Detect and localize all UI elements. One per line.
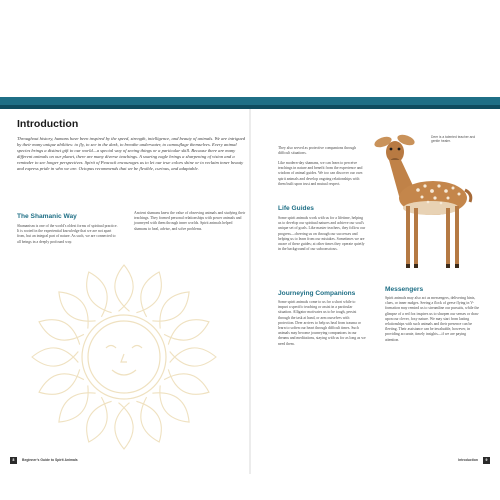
header-band — [0, 97, 500, 105]
deer-photo — [373, 128, 478, 278]
journeying-text: Some spirit animals come to us for a short while to impart a specific teaching or assist in a particular situation. Alligator motivates us to be tough, persist through the task at hand, or arm ourselves with protection. Deer arrives to help us heal from trauma or learn to soften our heart through difficult times. Such animals may become journeying companions in our dreams and meditations, staying with us for as long as we need them. — [278, 300, 366, 346]
sun-ray — [164, 369, 209, 394]
sun-ray — [115, 265, 133, 311]
sun-ray — [32, 348, 78, 366]
photo-caption: Deer is a talented teacher and gentle healer. — [431, 135, 476, 144]
page-number-right: 9 — [483, 457, 490, 464]
right-para-2: Like modern-day shamans, we can learn to perceive teachings in nature and benefit from the experience and wisdom of animal guides. We too can discover our own spirit animals and develop ongoing relationships with them built upon trust and mutual respect. — [278, 161, 363, 186]
shamanic-way-col2: Ancient shamans knew the value of observing animals and studying their teachings. They formed personal relationships with power animals and journeyed with them through inner worlds. Spirit animals helped shamans to heal, advise, and solve problems. — [134, 211, 246, 231]
section-heading-shamanic-way: The Shamanic Way — [17, 213, 77, 220]
sun-ray — [39, 320, 84, 345]
footer-chapter-title: Introduction — [458, 458, 478, 462]
footer-right — [260, 457, 490, 464]
sun-ray — [170, 348, 216, 366]
intro-paragraph: Throughout history, humans have been inspired by the speed, strength, intelligence, and beauty of animals. We are intrigued by their many unique abilities: to fly, to see in the dark, to breathe underwater, to camouflage themselves. Every animal species brings a distinct gift to our world—a special way of seeing things or a particular skill. Because there are many different animals on our planet, there are many diverse teachings. A soaring eagle brings a sharpening of vision and a reminder to see longer perspectives. Spirit of Peacock encourages us to let our true colors shine or to reclaim inner beauty and express pride in who we are. Octopus recommends that we be flexible, curious, and adaptable. — [17, 136, 246, 172]
section-heading-messengers: Messengers — [385, 286, 424, 293]
sun-illustration — [22, 262, 227, 452]
life-guides-text: Some spirit animals work with us for a lifetime, helping us to develop our spiritual natures and achieve our soul's unique set of goals. Like master teachers, they follow our progress—cheering us on through our successes and helping us to learn from our mistakes. Sometimes we are aware of these guides; at other times they operate quietly in the background of our subconscious. — [278, 216, 366, 252]
sun-ray — [136, 397, 161, 442]
footer-book-title: Beginner's Guide to Spirit Animals — [22, 458, 78, 462]
sun-ray — [87, 272, 112, 317]
sun-ray — [115, 403, 133, 449]
book-gutter — [249, 109, 251, 474]
footer-left — [10, 457, 240, 464]
messengers-text: Spirit animals may also act as messengers, delivering hints, clues, or inner nudges. Seeing a flock of geese flying in V-formation may remind us to streamline our pursuits, while the glimpse of a red fox inspires us to sharpen our senses or draw upon our clever, foxy nature. We may start from lasting relationships with such animals and their presence can be fleeting. Their assistance can be invaluable, however, in providing accurate, timely insights—if we are paying attention. — [385, 296, 480, 342]
shamanic-way-col1: Shamanism is one of the world's oldest forms of spiritual practice. It is rooted in the experiential knowledge that we are not apart from, but an integral part of nature. As such, we are connected to all beings in a deeply profound way. — [17, 224, 118, 244]
section-heading-journeying: Journeying Companions — [278, 290, 356, 297]
right-para-1: They also served as protective companions through difficult situations. — [278, 146, 357, 156]
sun-ray — [87, 397, 112, 442]
sun-ray — [39, 369, 84, 394]
sun-ray — [164, 320, 209, 345]
chapter-title: Introduction — [17, 118, 79, 130]
page-number-left: 8 — [10, 457, 17, 464]
section-heading-life-guides: Life Guides — [278, 205, 314, 212]
sun-ray — [136, 272, 161, 317]
